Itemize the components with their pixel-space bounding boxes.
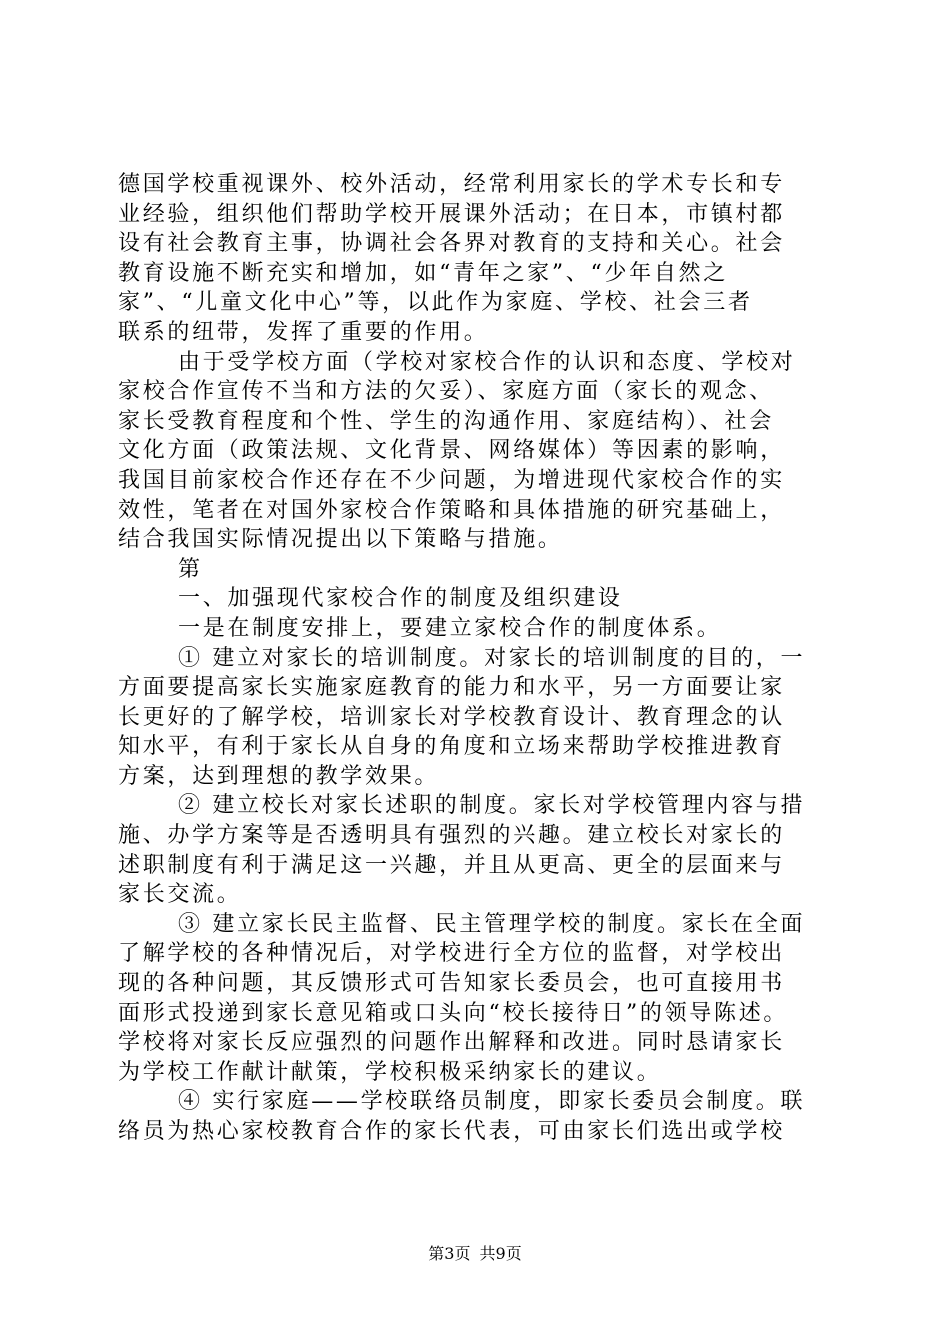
text-line: 面形式投递到家长意见箱或口头向“校长接待日”的领导陈述。 [118,1000,789,1026]
text-line: ② 建立校长对家长述职的制度。家长对学校管理内容与措 [178,793,806,819]
text-line: 家长受教育程度和个性、学生的沟通作用、家庭结构）、社会 [118,408,774,434]
text-line: 一是在制度安排上，要建立家校合作的制度体系。 [178,615,722,641]
text-line: 我国目前家校合作还存在不少问题，为增进现代家校合作的实 [118,467,785,493]
page-number: 第3页 [428,1244,471,1263]
section-heading: 一、加强现代家校合作的制度及组织建设 [178,586,623,612]
text-line: 由于受学校方面（学校对家校合作的认识和态度、学校对 [178,349,796,375]
text-line: 效性，笔者在对国外家校合作策略和具体措施的研究基础上， [118,497,785,523]
text-line: ④ 实行家庭——学校联络员制度，即家长委员会制度。联 [178,1089,806,1115]
text-line: 知水平，有利于家长从自身的角度和立场来帮助学校推进教育 [118,734,785,760]
text-line: 为学校工作献计献策，学校积极采纳家长的建议。 [118,1059,662,1085]
text-line: 德国学校重视课外、校外活动，经常利用家长的学术专长和专 [118,172,785,197]
page-total: 共9页 [479,1244,522,1263]
text-line: 第 [178,556,203,582]
text-line: 络员为热心家校教育合作的家长代表，可由家长们选出或学校 [118,1119,785,1144]
text-line: 学校将对家长反应强烈的问题作出解释和改进。同时恳请家长 [118,1030,785,1056]
text-line: 长更好的了解学校，培训家长对学校教育设计、教育理念的认 [118,704,785,730]
text-line: 方案，达到理想的教学效果。 [118,763,440,789]
text-line: 家校合作宣传不当和方法的欠妥）、家庭方面（家长的观念、 [118,379,774,405]
text-line: 了解学校的各种情况后，对学校进行全方位的监督，对学校出 [118,941,785,967]
text-line: 家长交流。 [118,882,242,908]
text-line: ① 建立对家长的培训制度。对家长的培训制度的目的，一 [178,645,806,671]
text-line: 家”、“儿童文化中心”等，以此作为家庭、学校、社会三者 [118,290,753,316]
text-line: 述职制度有利于满足这一兴趣，并且从更高、更全的层面来与 [118,852,785,878]
text-line: 设有社会教育主事，协调社会各界对教育的支持和关心。社会 [118,231,785,257]
document-body [118,170,843,1147]
text-line: 文化方面（政策法规、文化背景、网络媒体）等因素的影响， [118,438,785,464]
text-line: 教育设施不断充实和增加，如“青年之家”、“少年自然之 [118,260,728,286]
page-footer [0,1244,950,1264]
text-line: 联系的纽带，发挥了重要的作用。 [118,319,489,345]
text-line: 业经验，组织他们帮助学校开展课外活动；在日本，市镇村都 [118,201,785,227]
text-line: 结合我国实际情况提出以下策略与措施。 [118,527,563,553]
text-line: 现的各种问题，其反馈形式可告知家长委员会，也可直接用书 [118,971,785,997]
text-line: ③ 建立家长民主监督、民主管理学校的制度。家长在全面 [178,911,806,937]
text-line: 方面要提高家长实施家庭教育的能力和水平，另一方面要让家 [118,675,785,701]
text-line: 施、办学方案等是否透明具有强烈的兴趣。建立校长对家长的 [118,823,785,849]
